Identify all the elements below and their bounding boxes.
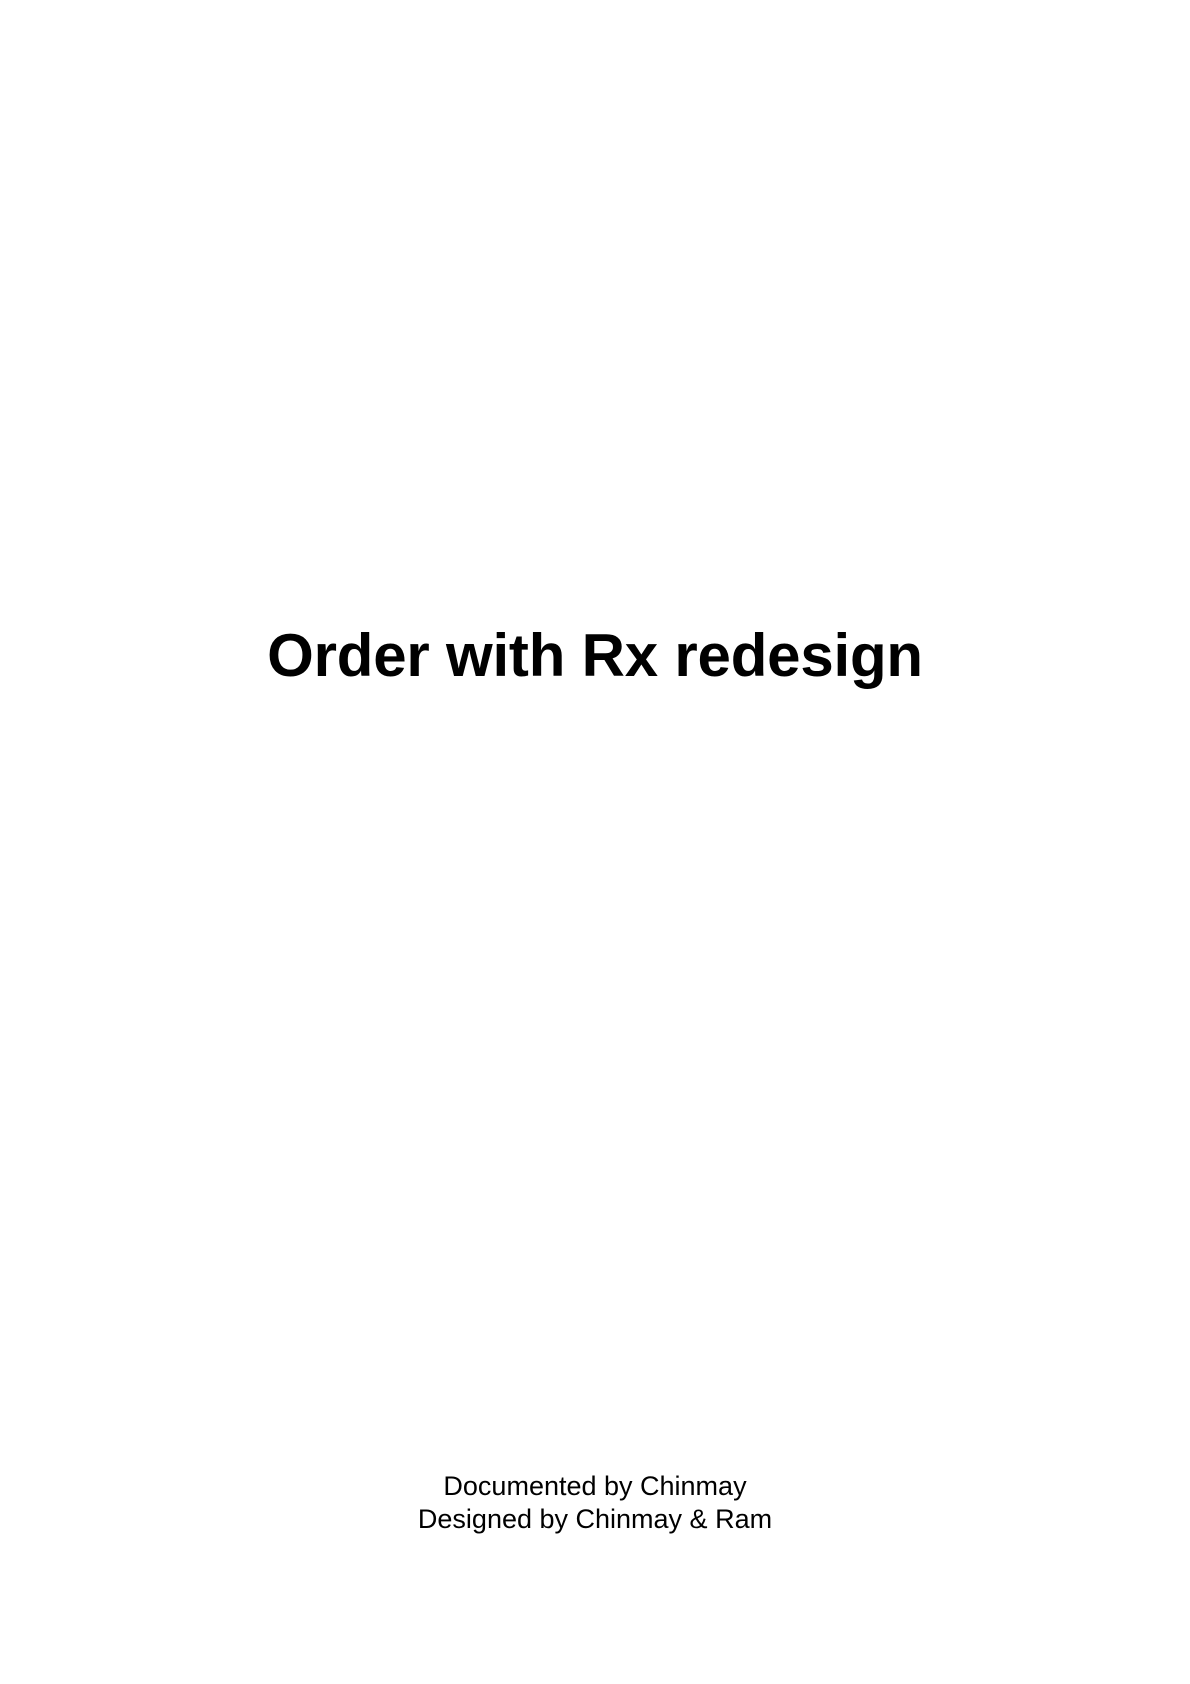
designed-by-credit: Designed by Chinmay & Ram: [417, 1504, 773, 1534]
credits-block: [0, 1470, 1190, 1536]
page-title: Order with Rx redesign: [267, 622, 923, 689]
documented-by-credit: Documented by Chinmay: [443, 1471, 747, 1501]
